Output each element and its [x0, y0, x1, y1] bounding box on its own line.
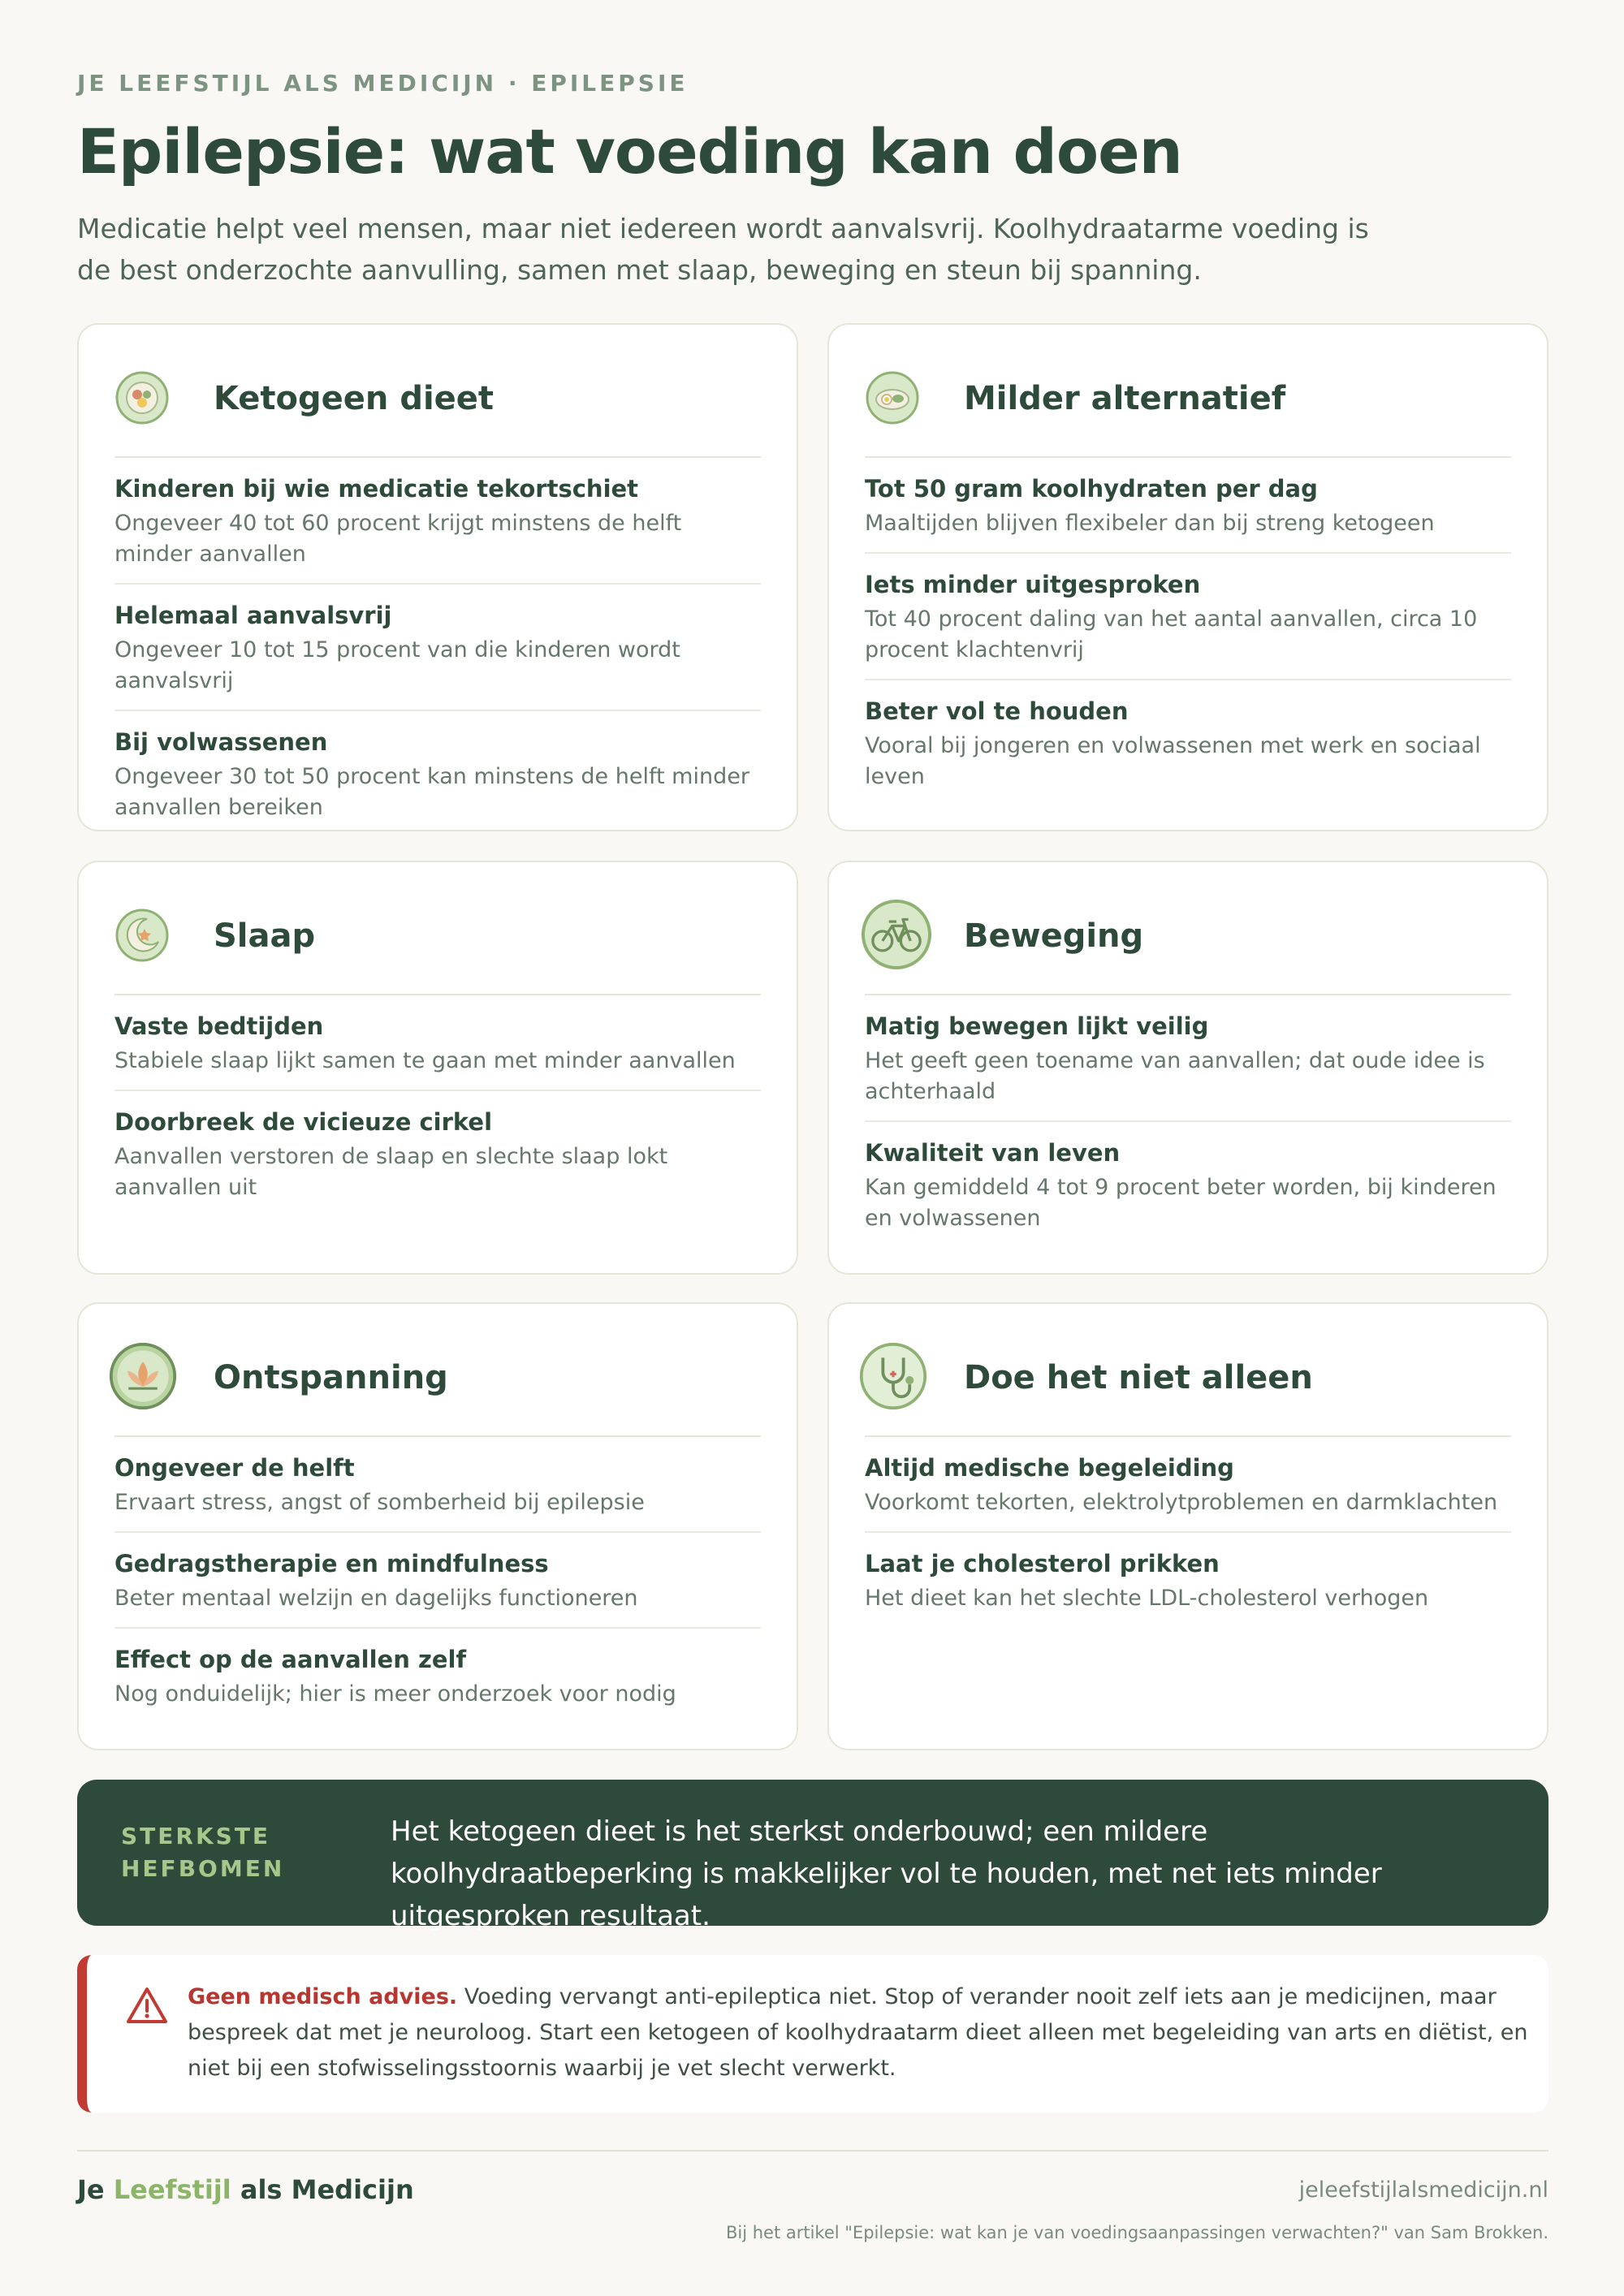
brand-accent: Leefstijl	[113, 2174, 231, 2205]
item-title: Iets minder uitgesproken	[865, 571, 1201, 598]
moon-star-icon	[114, 908, 170, 963]
item-text: Aanvallen verstoren de slaap en slechte slaap lokt aanvallen uit	[114, 1144, 668, 1200]
list-item	[865, 1533, 1511, 1627]
item-text: Stabiele slaap lijkt samen te gaan met minder aanvallen	[114, 1048, 736, 1073]
item-title: Doorbreek de vicieuze cirkel	[114, 1108, 493, 1136]
item-title: Kwaliteit van leven	[865, 1139, 1121, 1167]
website-link[interactable]: jeleefstijlalsmedicijn.nl	[1298, 2177, 1548, 2203]
card-title: Doe het niet alleen	[964, 1359, 1313, 1396]
card-ketogeen-dieet	[77, 323, 798, 831]
item-text: Voorkomt tekorten, elektrolytproblemen en darmklachten	[865, 1490, 1498, 1515]
card-slaap	[77, 861, 798, 1275]
banner-label: STERKSTE HEFBOMEN	[121, 1823, 285, 1882]
brand-post: als Medicijn	[231, 2174, 414, 2205]
list-item	[865, 680, 1511, 805]
item-text: Ongeveer 30 tot 50 procent kan minstens de helft minder aanvallen bereiken	[114, 764, 749, 820]
list-item	[114, 1533, 761, 1629]
card-title: Ontspanning	[214, 1359, 448, 1396]
item-title: Helemaal aanvalsvrij	[114, 602, 392, 629]
item-text: Beter mentaal welzijn en dagelijks functioneren	[114, 1586, 638, 1611]
card-title: Beweging	[964, 917, 1144, 955]
card-ontspanning	[77, 1302, 798, 1750]
item-text: Nog onduidelijk; hier is meer onderzoek voor nodig	[114, 1681, 676, 1707]
food-plate-icon	[114, 370, 170, 425]
list-item	[114, 585, 761, 711]
card-doe-het-niet-alleen	[827, 1302, 1548, 1750]
medical-disclaimer	[77, 1955, 1548, 2113]
disclaimer-text	[188, 1979, 1535, 2087]
item-text: Maaltijden blijven flexibeler dan bij streng ketogeen	[865, 511, 1435, 536]
item-title: Laat je cholesterol prikken	[865, 1550, 1220, 1577]
card-title: Ketogeen dieet	[214, 380, 495, 417]
list-item	[114, 995, 761, 1091]
item-title: Altijd medische begeleiding	[865, 1454, 1234, 1482]
list-item	[865, 554, 1511, 680]
list-item	[114, 711, 761, 836]
intro-text: Medicatie helpt veel mensen, maar niet iedereen wordt aanvalsvrij. Koolhydraatarme voeding is de best onderzochte aanvulling, samen met slaap, beweging en steun bij spanning.	[77, 213, 1369, 286]
brand-pre: Je	[77, 2174, 114, 2205]
disclaimer-heading: Geen medisch advies.	[188, 1984, 458, 2009]
card-milder-alternatief	[827, 323, 1548, 831]
list-item	[114, 1629, 761, 1723]
list-item	[865, 1122, 1511, 1247]
article-credit: Bij het artikel "Epilepsie: wat kan je van voedingsaanpassingen verwachten?" van Sam Brokken.	[725, 2223, 1548, 2242]
list-item	[865, 995, 1511, 1122]
item-title: Effect op de aanvallen zelf	[114, 1646, 467, 1673]
list-item	[865, 458, 1511, 554]
item-title: Gedragstherapie en mindfulness	[114, 1550, 549, 1577]
brand-logo	[77, 2174, 414, 2205]
item-title: Vaste bedtijden	[114, 1012, 324, 1040]
list-item	[114, 458, 761, 585]
stethoscope-icon	[858, 1341, 928, 1411]
bicycle-icon	[860, 898, 933, 971]
card-beweging	[827, 861, 1548, 1275]
eyebrow: JE LEEFSTIJL ALS MEDICIJN · EPILEPSIE	[77, 70, 689, 97]
item-text: Het dieet kan het slechte LDL-cholesterol verhogen	[865, 1586, 1429, 1611]
page-title: Epilepsie: wat voeding kan doen	[77, 115, 1182, 188]
item-text: Kan gemiddeld 4 tot 9 procent beter worden, bij kinderen en volwassenen	[865, 1175, 1497, 1231]
disclaimer-body: Voeding vervangt anti-epileptica niet. Stop of verander nooit zelf iets aan je medicijnen, maar bespreek dat met je neuroloog. Start een ketogeen of koolhydraatarm dieet alleen met begeleiding van arts en diëtist, en niet bij een stofwisselingsstoornis waarbij je vet slecht verwerkt.	[188, 1984, 1528, 2081]
egg-avocado-icon	[865, 370, 920, 425]
item-text: Tot 40 procent daling van het aantal aanvallen, circa 10 procent klachtenvrij	[865, 606, 1478, 662]
item-title: Tot 50 gram koolhydraten per dag	[865, 475, 1318, 503]
item-text: Ervaart stress, angst of somberheid bij epilepsie	[114, 1490, 645, 1515]
item-title: Matig bewegen lijkt veilig	[865, 1012, 1209, 1040]
list-item	[114, 1437, 761, 1533]
item-text: Het geeft geen toename van aanvallen; dat oude idee is achterhaald	[865, 1048, 1485, 1104]
item-title: Kinderen bij wie medicatie tekortschiet	[114, 475, 639, 503]
item-title: Ongeveer de helft	[114, 1454, 355, 1482]
item-title: Beter vol te houden	[865, 697, 1129, 725]
list-item	[114, 1091, 761, 1216]
warning-triangle-icon	[126, 1986, 168, 2025]
banner-text: Het ketogeen dieet is het sterkst onderbouwd; een mildere koolhydraatbeperking is makkelijker vol te houden, met net iets minder uitgesproken resultaat.	[391, 1815, 1382, 1932]
card-title: Milder alternatief	[964, 380, 1286, 417]
item-title: Bij volwassenen	[114, 728, 328, 756]
key-takeaway-banner	[77, 1780, 1548, 1932]
item-text: Ongeveer 40 tot 60 procent krijgt minstens de helft minder aanvallen	[114, 511, 682, 567]
lotus-icon	[108, 1341, 178, 1411]
item-text: Ongeveer 10 tot 15 procent van die kinderen wordt aanvalsvrij	[114, 637, 680, 693]
item-text: Vooral bij jongeren en volwassenen met werk en sociaal leven	[865, 733, 1481, 789]
list-item	[865, 1437, 1511, 1533]
card-title: Slaap	[214, 917, 316, 955]
